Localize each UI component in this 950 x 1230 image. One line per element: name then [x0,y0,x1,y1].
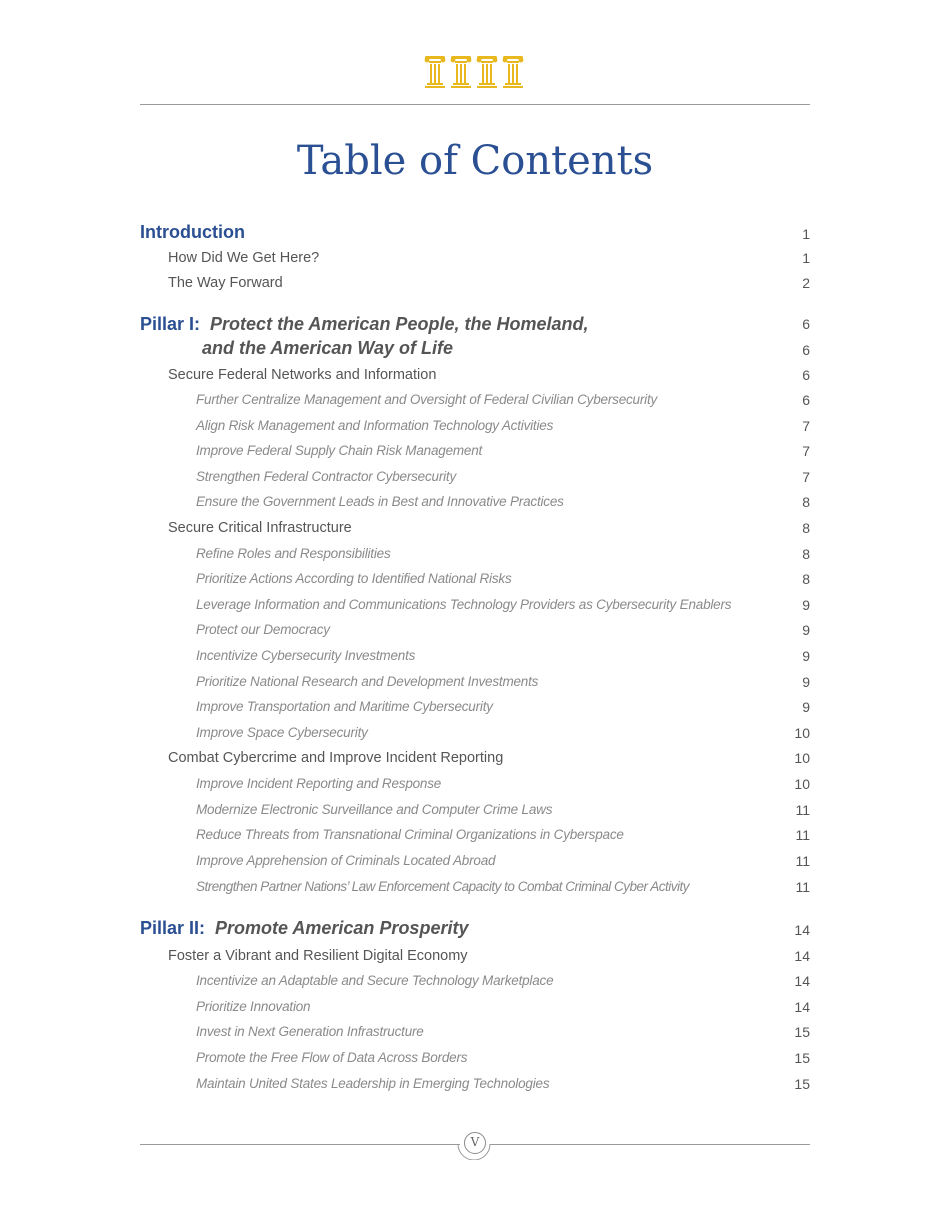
page-number: 9 [802,674,810,690]
page-number: 11 [795,853,810,869]
footer-divider-right [490,1144,810,1145]
page-number: 6 [802,367,810,383]
page-number: 14 [794,948,810,964]
toc-subentry[interactable] [140,823,810,847]
entry-title: Align Risk Management and Information Technology Activities [196,418,554,433]
toc-heading-pillar-1[interactable] [140,312,810,336]
page-title: Table of Contents [296,138,654,184]
entry-title: Promote the Free Flow of Data Across Borders [196,1050,468,1065]
page-number: 1 [802,250,810,266]
toc-subentry[interactable] [140,567,810,591]
page-number: 15 [794,1076,810,1092]
page-number: 6 [802,316,810,332]
page-number: 7 [802,418,810,434]
toc-entry[interactable] [140,944,810,968]
entry-title: Combat Cybercrime and Improve Incident Reporting [168,750,504,766]
entry-title: Leverage Information and Communications Technology Providers as Cybersecurity Enablers [196,597,732,612]
page-number: 11 [795,802,810,818]
entry-title: Prioritize Actions According to Identified National Risks [196,571,512,586]
toc-subentry[interactable] [140,670,810,694]
page-number: 8 [802,494,810,510]
page-number: 9 [802,597,810,613]
entry-title: Foster a Vibrant and Resilient Digital Economy [168,948,468,964]
toc-heading-introduction[interactable] [140,220,810,244]
pillar-label: Pillar II: [140,918,206,938]
toc-subentry[interactable] [140,995,810,1019]
entry-title: Prioritize National Research and Development Investments [196,674,539,689]
entry-title: Invest in Next Generation Infrastructure [196,1024,424,1039]
page-number: 8 [802,571,810,587]
page-number: 10 [794,776,810,792]
toc-subentry[interactable] [140,618,810,642]
page-number: 2 [802,275,810,291]
entry-title: Further Centralize Management and Oversight of Federal Civilian Cybersecurity [196,392,658,407]
entry-title: Protect our Democracy [196,622,330,637]
toc-subentry[interactable] [140,1020,810,1044]
toc-subentry[interactable] [140,465,810,489]
entry-title: Incentivize Cybersecurity Investments [196,648,416,663]
entry-title: Secure Critical Infrastructure [168,520,352,536]
page-number-badge: V [464,1132,486,1154]
toc-subentry[interactable] [140,439,810,463]
entry-title: Refine Roles and Responsibilities [196,546,391,561]
toc-subentry[interactable] [140,490,810,514]
toc-subentry[interactable] [140,772,810,796]
heading-label [140,916,468,940]
page-number: 9 [802,699,810,715]
entry-title: Prioritize Innovation [196,999,311,1014]
page-number: 14 [794,922,810,938]
toc-subentry[interactable] [140,542,810,566]
toc-subentry[interactable] [140,798,810,822]
page-number: 11 [795,879,810,895]
toc-entry[interactable] [140,246,810,270]
pillar-label: Pillar I: [140,314,201,334]
page-number: 9 [802,648,810,664]
page-number: 8 [802,546,810,562]
entry-title: Strengthen Partner Nations’ Law Enforcement Capacity to Combat Criminal Cyber Activity [196,879,689,894]
heading-label [140,312,588,336]
entry-title: Reduce Threats from Transnational Criminal Organizations in Cyberspace [196,827,624,842]
toc-subentry[interactable] [140,695,810,719]
page-number: 14 [794,999,810,1015]
entry-title: Secure Federal Networks and Information [168,367,437,383]
entry-title: Improve Incident Reporting and Response [196,776,442,791]
toc-subentry[interactable] [140,414,810,438]
toc-heading-pillar-2[interactable] [140,916,810,940]
page-number: 6 [802,342,810,358]
entry-title: Ensure the Government Leads in Best and Innovative Practices [196,494,564,509]
pillar-title-line1: Promote American Prosperity [215,918,469,938]
toc-subentry[interactable] [140,1046,810,1070]
toc-entry[interactable] [140,363,810,387]
page-number: 14 [794,973,810,989]
page-number: 9 [802,622,810,638]
entry-title: The Way Forward [168,275,283,291]
entry-title: Maintain United States Leadership in Emerging Technologies [196,1076,550,1091]
page-number: 10 [794,750,810,766]
entry-title: Improve Space Cybersecurity [196,725,368,740]
page-number: 6 [802,392,810,408]
page-number: 15 [794,1050,810,1066]
toc-subentry[interactable] [140,388,810,412]
entry-title: Modernize Electronic Surveillance and Computer Crime Laws [196,802,553,817]
pillar-title-line1: Protect the American People, the Homeland, [210,314,589,334]
entry-title: Improve Federal Supply Chain Risk Management [196,443,483,458]
entry-title: Improve Apprehension of Criminals Located Abroad [196,853,496,868]
toc-subentry[interactable] [140,593,810,617]
pillar-title-line2: and the American Way of Life [202,338,454,358]
toc-entry[interactable] [140,271,810,295]
page-number: 10 [794,725,810,741]
toc-subentry[interactable] [140,969,810,993]
entry-title: Strengthen Federal Contractor Cybersecurity [196,469,457,484]
page-number: 7 [802,469,810,485]
toc-subentry[interactable] [140,644,810,668]
toc-heading-pillar-1-line2[interactable] [140,336,810,360]
table-of-contents [140,0,810,1230]
toc-subentry[interactable] [140,849,810,873]
entry-title: Improve Transportation and Maritime Cybersecurity [196,699,493,714]
toc-entry[interactable] [140,516,810,540]
heading-label: Introduction [140,222,245,242]
toc-subentry[interactable] [140,721,810,745]
footer-divider-left [140,1144,460,1145]
entry-title: Incentivize an Adaptable and Secure Technology Marketplace [196,973,554,988]
page-number: 15 [794,1024,810,1040]
toc-entry[interactable] [140,746,810,770]
toc-subentry[interactable] [140,875,810,899]
page-number: 11 [795,827,810,843]
page-number: 1 [802,226,810,242]
page-number: 8 [802,520,810,536]
page-number: 7 [802,443,810,459]
toc-subentry[interactable] [140,1072,810,1096]
entry-title: How Did We Get Here? [168,250,320,266]
